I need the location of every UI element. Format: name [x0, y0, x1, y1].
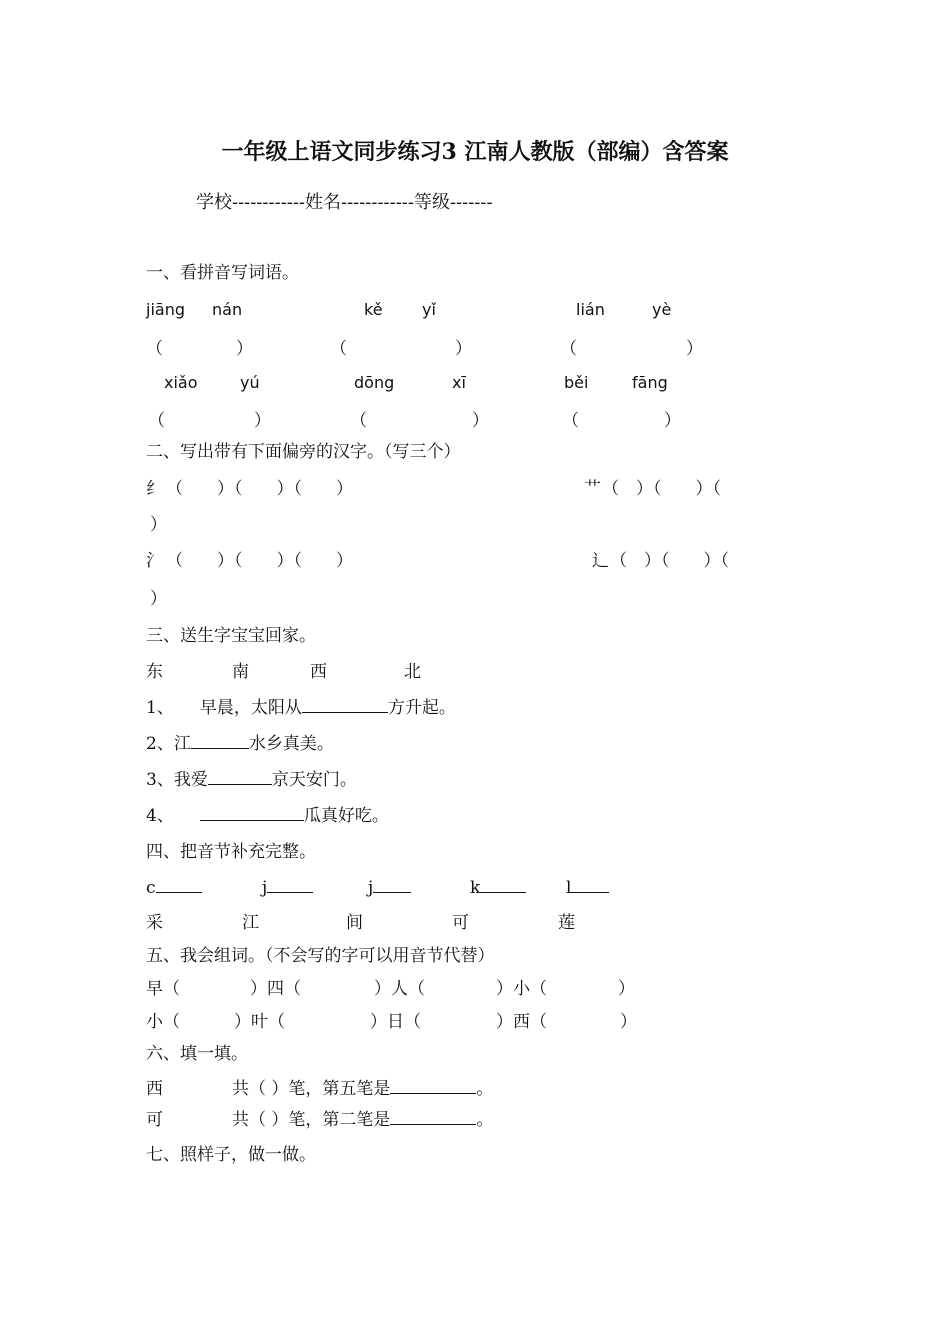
- char-xi: 西: [310, 662, 327, 682]
- question-text: 3、我爱: [146, 770, 208, 790]
- answer-blank[interactable]: [571, 878, 609, 893]
- section-2-heading: 二、写出带有下面偏旁的汉字。（写三个）: [146, 442, 461, 462]
- answer-paren-open: （: [562, 411, 579, 431]
- stroke-char: 可: [146, 1110, 163, 1130]
- answer-blank[interactable]: [156, 878, 202, 893]
- pinyin-dong: dōng: [354, 373, 395, 392]
- answer-blank[interactable]: [267, 878, 313, 893]
- syllable-l: [566, 877, 609, 899]
- answer-paren-open: （: [330, 339, 347, 359]
- wrapped-paren: ）: [150, 515, 167, 535]
- pinyin-jiang: jiāng: [146, 300, 185, 319]
- initial-letter: k: [470, 878, 481, 898]
- pinyin-xi: xī: [452, 373, 466, 392]
- answer-paren-open: （: [146, 339, 163, 359]
- stroke-question: 共（ ）笔，第五笔是 。: [232, 1079, 494, 1099]
- answer-paren-open: （: [560, 339, 577, 359]
- stroke-char: 西: [146, 1079, 163, 1099]
- answer-blank[interactable]: [373, 878, 411, 893]
- question-4: [146, 805, 389, 827]
- section-1-heading: 一、看拼音写词语。: [146, 263, 299, 283]
- answer-paren-close: ）: [620, 1012, 637, 1032]
- syllable-j: [262, 877, 313, 899]
- answer-blank[interactable]: [302, 698, 388, 713]
- question-text: 水乡真美。: [248, 734, 334, 754]
- page-title: 一年级上语文同步练习3 江南人教版（部编）含答案: [221, 139, 729, 165]
- word-prompt: 小（: [146, 1012, 180, 1032]
- syllable-j: [368, 877, 411, 899]
- syllable-c: [146, 877, 202, 899]
- answer-paren-open: （: [148, 411, 165, 431]
- question-text: 方升起。: [387, 698, 456, 718]
- answer-paren-close: ）: [472, 411, 489, 431]
- question-number: 1、: [146, 698, 174, 718]
- word-prompt: ）日（: [370, 1012, 421, 1032]
- pinyin-yi: yǐ: [422, 300, 436, 319]
- pinyin-fang: fāng: [632, 373, 668, 392]
- word-prompt: 早（: [146, 979, 180, 999]
- question-text: 2、江: [146, 734, 191, 754]
- pinyin-ye: yè: [652, 300, 672, 319]
- pinyin-nan: nán: [212, 300, 243, 319]
- answer-paren-open: （: [350, 411, 367, 431]
- wrapped-paren: ）: [150, 589, 167, 609]
- pinyin-ke: kě: [364, 300, 383, 319]
- word-prompt: ）西（: [496, 1012, 547, 1032]
- radical-paren-group: （ ）（ ）（ ）: [166, 479, 353, 499]
- question-3: [146, 769, 357, 791]
- char-bei: 北: [404, 662, 421, 682]
- initial-letter: j: [368, 878, 374, 898]
- pinyin-bei: běi: [564, 373, 589, 392]
- radical-chuo: 辶: [592, 551, 609, 571]
- section-3-heading: 三、送生字宝宝回家。: [146, 626, 316, 646]
- question-text: 早晨，太阳从: [199, 698, 302, 718]
- word-prompt: ）四（: [250, 979, 301, 999]
- section-4-heading: 四、把音节补充完整。: [146, 842, 316, 862]
- word-prompt: ）小（: [496, 979, 547, 999]
- pinyin-xiao: xiǎo: [164, 373, 198, 392]
- answer-paren-close: ）: [455, 339, 472, 359]
- radical-cao: 艹: [584, 479, 601, 499]
- question-text: 京天安门。: [271, 770, 357, 790]
- initial-letter: l: [566, 878, 572, 898]
- answer-blank[interactable]: [191, 734, 249, 749]
- answer-blank[interactable]: [480, 878, 526, 893]
- answer-paren-close: ）: [618, 979, 635, 999]
- question-1: [146, 697, 456, 719]
- char-ke: 可: [452, 913, 469, 933]
- section-5-heading: 五、我会组词。（不会写的字可以用音节代替）: [146, 946, 495, 966]
- answer-blank[interactable]: [208, 770, 272, 785]
- word-prompt: ）人（: [374, 979, 425, 999]
- radical-paren-group: （ ）（ ）（ ）: [166, 551, 353, 571]
- answer-blank[interactable]: [390, 1079, 476, 1094]
- radical-paren-group: （ ）（ ）（: [610, 551, 729, 571]
- answer-paren-close: ）: [254, 411, 271, 431]
- section-7-heading: 七、照样子，做一做。: [146, 1145, 316, 1165]
- syllable-k: [470, 877, 526, 899]
- char-nan: 南: [232, 662, 249, 682]
- answer-paren-close: ）: [664, 411, 681, 431]
- answer-blank[interactable]: [200, 806, 304, 821]
- stroke-question: 共（ ）笔，第二笔是 。: [232, 1110, 494, 1130]
- question-2: [146, 733, 334, 755]
- pinyin-lian: lián: [576, 300, 605, 319]
- initial-letter: j: [262, 878, 268, 898]
- question-text: 瓜真好吃。: [303, 806, 389, 826]
- char-jiang: 江: [242, 913, 259, 933]
- char-lian: 莲: [558, 913, 575, 933]
- char-dong: 东: [146, 662, 163, 682]
- char-jian: 间: [346, 913, 363, 933]
- radical-si: 纟: [146, 479, 163, 499]
- answer-blank[interactable]: [390, 1110, 476, 1125]
- radical-shui: 氵: [146, 551, 163, 571]
- answer-paren-close: ）: [686, 339, 703, 359]
- section-6-heading: 六、填一填。: [146, 1044, 248, 1064]
- char-cai: 采: [146, 913, 163, 933]
- initial-letter: c: [146, 878, 156, 898]
- pinyin-yu: yú: [240, 373, 260, 392]
- answer-paren-close: ）: [236, 339, 253, 359]
- school-name-grade-line: 学校------------姓名------------等级-------: [196, 192, 493, 213]
- question-number: 4、: [146, 806, 174, 826]
- word-prompt: ）叶（: [234, 1012, 285, 1032]
- radical-paren-group: （ ）（ ）（: [602, 479, 721, 499]
